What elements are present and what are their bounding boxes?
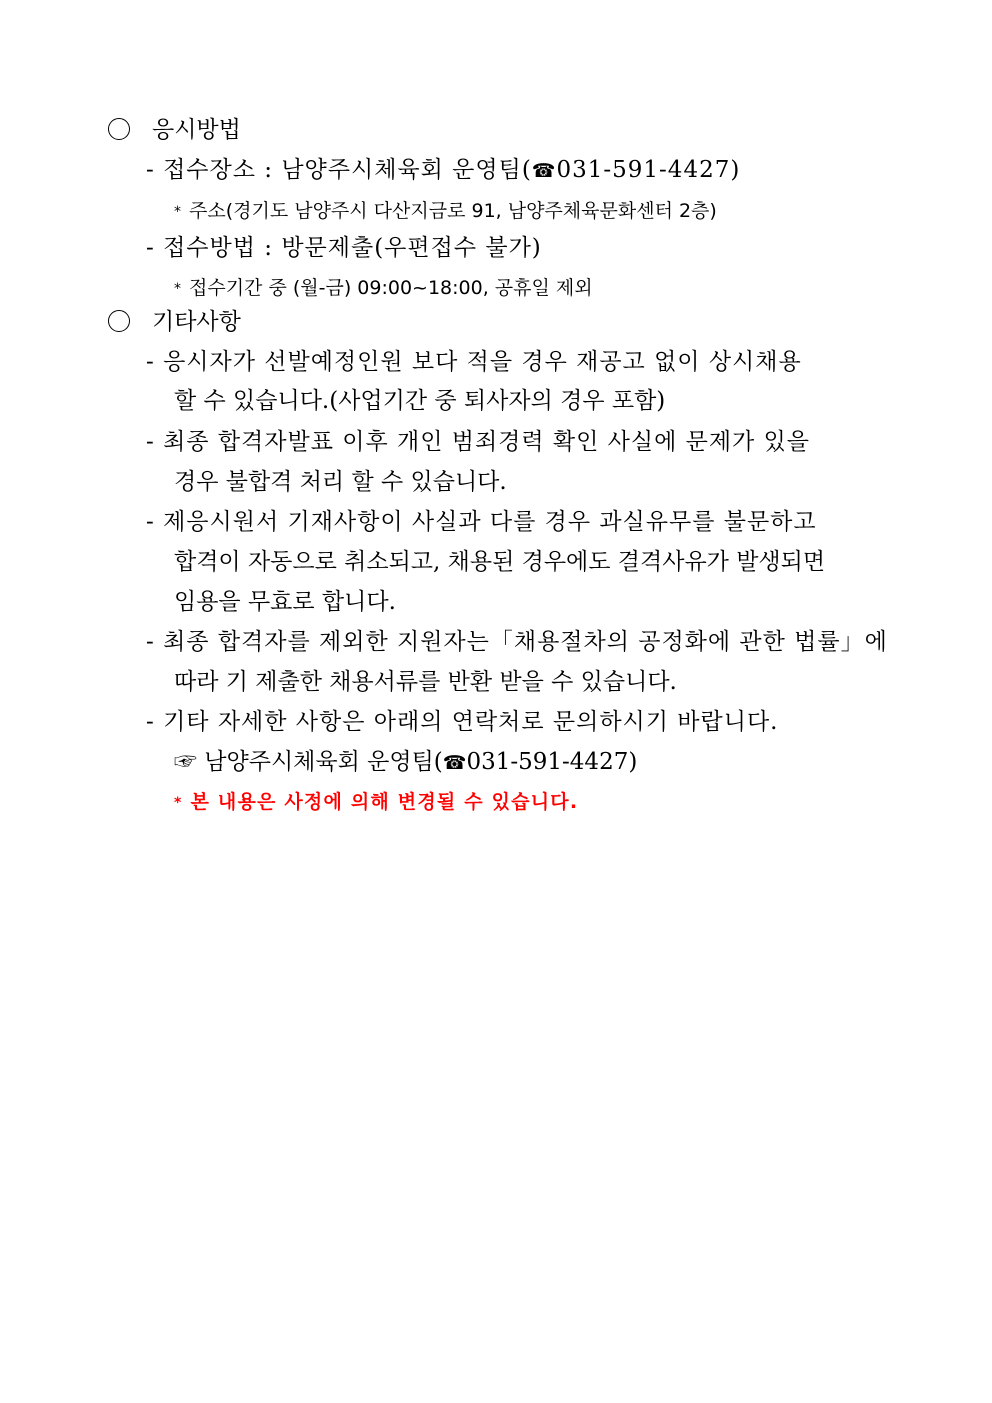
item-return-documents-cont (174, 667, 677, 697)
item-reception-method (146, 233, 542, 263)
reception-period-text: 접수기간 중 (월-금) 09:00~18:00, 공휴일 제외 (189, 277, 593, 299)
item-false-application (146, 507, 817, 537)
item-line: - 기타 자세한 사항은 아래의 연락처로 문의하시기 바랍니다. (146, 709, 779, 735)
item-line: - 최종 합격자를 제외한 지원자는「채용절차의 공정화에 관한 법률」에 (146, 629, 888, 655)
section-title-text: 기타사항 (152, 309, 241, 335)
item-line: - 제응시원서 기재사항이 사실과 다를 경우 과실유무를 불문하고 (146, 509, 817, 535)
section-title-text: 응시방법 (152, 117, 241, 143)
item-reception-place (146, 155, 740, 186)
item-line: 임용을 무효로 합니다. (174, 589, 396, 615)
item-line: 합격이 자동으로 취소되고, 채용된 경우에도 결격사유가 발생되면 (174, 549, 826, 575)
item-criminal-record-cont (174, 467, 507, 497)
contact-prefix: ☞ 남양주시체육회 운영팀( (174, 749, 443, 775)
section-title-application-method (108, 115, 241, 145)
item-label: - 접수방법 : 방문제출(우편접수 불가) (146, 235, 542, 261)
item-line: - 응시자가 선발예정인원 보다 적을 경우 재공고 없이 상시채용 (146, 349, 802, 375)
item-criminal-record (146, 427, 810, 457)
warning-text: 본 내용은 사정에 의해 변경될 수 있습니다. (190, 791, 579, 813)
circle-bullet-icon (108, 118, 130, 140)
circle-bullet-icon (108, 310, 130, 332)
item-contact-inquiry (146, 707, 779, 737)
item-return-documents (146, 627, 888, 657)
item-false-application-cont2 (174, 587, 396, 617)
item-line: 할 수 있습니다.(사업기간 중 퇴사자의 경우 포함) (174, 388, 666, 414)
asterisk-marker: * (174, 795, 183, 811)
phone-number: 031-591-4427) (556, 157, 741, 183)
address-note-text: 주소(경기도 남양주시 다산지금로 91, 남양주체육문화센터 2층) (189, 200, 717, 222)
item-line: 따라 기 제출한 채용서류를 반환 받을 수 있습니다. (174, 669, 677, 695)
asterisk-marker: * (174, 204, 181, 220)
item-line: 경우 불합격 처리 할 수 있습니다. (174, 469, 507, 495)
item-label: - 접수장소 : 남양주시체육회 운영팀( (146, 157, 532, 183)
item-false-application-cont (174, 547, 825, 577)
contact-line (174, 747, 637, 778)
reception-period-note (174, 273, 593, 304)
item-fewer-applicants (146, 347, 802, 377)
phone-icon: ☎ (442, 752, 467, 774)
phone-icon: ☎ (531, 160, 557, 182)
contact-phone-number: 031-591-4427) (466, 749, 638, 775)
asterisk-marker: * (174, 281, 181, 297)
item-line: - 최종 합격자발표 이후 개인 범죄경력 확인 사실에 문제가 있을 (146, 429, 811, 455)
warning-note (174, 787, 578, 818)
item-fewer-applicants-cont (174, 386, 665, 416)
address-note (174, 196, 717, 227)
section-title-other-matters (108, 307, 241, 337)
